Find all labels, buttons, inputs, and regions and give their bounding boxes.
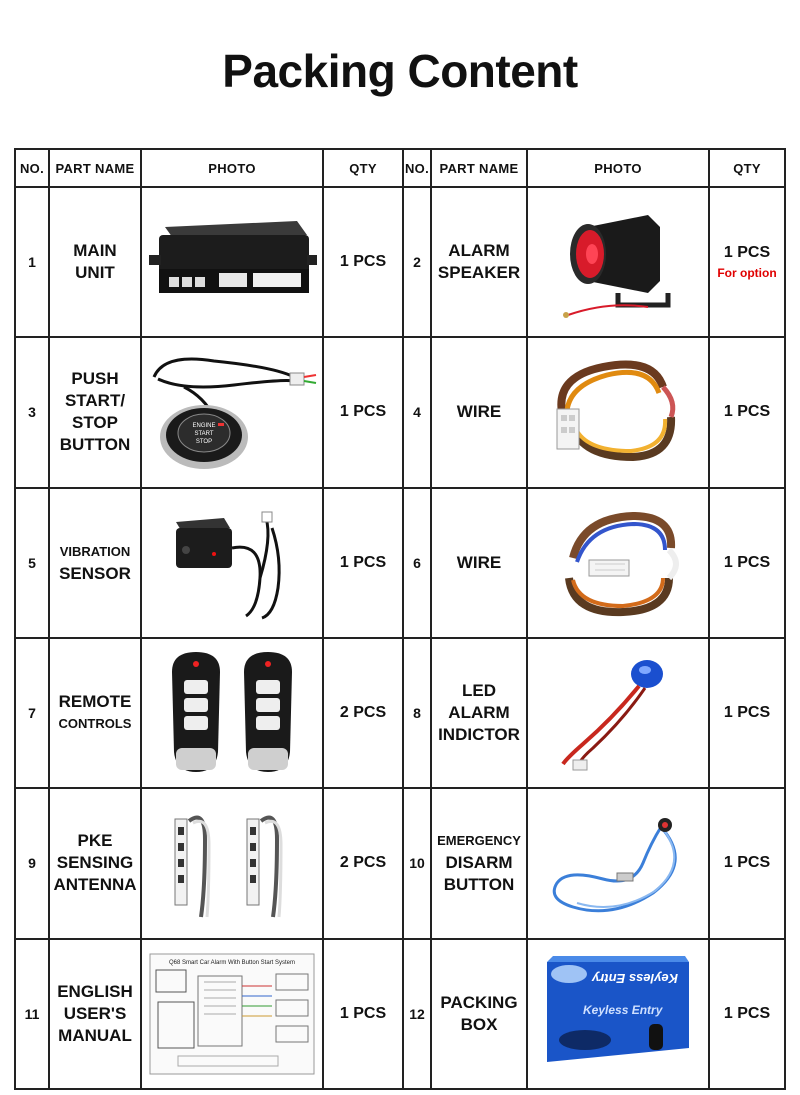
quantity: 1 PCS xyxy=(323,187,403,337)
header-no: NO. xyxy=(403,149,431,187)
photo-cell xyxy=(527,337,709,487)
page-title: Packing Content xyxy=(222,45,578,97)
table-row xyxy=(15,939,785,1089)
photo-cell xyxy=(141,788,323,938)
photo-cell xyxy=(141,638,323,788)
quantity-value: 1 PCS xyxy=(723,244,771,262)
quantity: 1 PCS xyxy=(709,939,785,1089)
photo-cell xyxy=(141,187,323,337)
item-number: 9 xyxy=(15,788,49,938)
part-name-line: BUTTON xyxy=(59,435,131,455)
control-box-icon xyxy=(147,207,317,317)
quantity: 1 PCS xyxy=(709,788,785,938)
quantity: 2 PCS xyxy=(323,788,403,938)
quantity: 2 PCS xyxy=(323,638,403,788)
led-indicator-icon xyxy=(543,648,693,778)
part-name xyxy=(431,788,527,938)
push-button-label: START xyxy=(194,431,214,438)
part-name-line: BUTTON xyxy=(443,875,515,895)
push-button-label: STOP xyxy=(195,439,213,446)
photo-cell xyxy=(141,337,323,487)
part-name-line: SPEAKER xyxy=(437,263,521,283)
table-row xyxy=(15,187,785,337)
part-name xyxy=(49,788,141,938)
antenna-icon xyxy=(157,803,307,923)
quantity: 1 PCS xyxy=(323,939,403,1089)
item-number: 1 xyxy=(15,187,49,337)
table-row xyxy=(15,488,785,638)
item-number: 6 xyxy=(403,488,431,638)
part-name-line: INDICTOR xyxy=(438,725,520,745)
part-name-line: VIBRATION xyxy=(59,543,131,559)
part-name-line: PUSH xyxy=(71,369,119,389)
photo-cell xyxy=(527,788,709,938)
item-number: 8 xyxy=(403,638,431,788)
header-qty: QTY xyxy=(323,149,403,187)
packing-table xyxy=(14,148,786,1090)
item-number: 12 xyxy=(403,939,431,1089)
header-photo: PHOTO xyxy=(527,149,709,187)
part-name xyxy=(49,638,141,788)
emergency-button-icon xyxy=(543,803,693,923)
part-name-line: LED xyxy=(462,681,496,701)
manual-heading: Q68 Smart Car Alarm With Button Start System xyxy=(168,959,296,966)
photo-cell xyxy=(527,187,709,337)
quantity: 1 PCS xyxy=(323,337,403,487)
quantity: 1 PCS xyxy=(709,488,785,638)
table-row xyxy=(15,638,785,788)
item-number: 10 xyxy=(403,788,431,938)
part-name-line: PACKING xyxy=(440,992,518,1012)
photo-cell xyxy=(527,488,709,638)
header-part-name: PART NAME xyxy=(49,149,141,187)
header-row xyxy=(15,149,785,187)
part-name-line: DISARM xyxy=(445,853,513,873)
wire-harness-icon xyxy=(543,498,693,628)
item-number: 7 xyxy=(15,638,49,788)
header-photo: PHOTO xyxy=(141,149,323,187)
header-qty: QTY xyxy=(709,149,785,187)
part-name xyxy=(49,939,141,1089)
quantity: 1 PCS xyxy=(323,488,403,638)
part-name-line: USER'S xyxy=(63,1003,127,1023)
part-name-line: WIRE xyxy=(456,552,502,572)
part-name-line: MAIN xyxy=(73,241,117,261)
part-name-line: UNIT xyxy=(75,263,115,283)
table-row xyxy=(15,337,785,487)
item-number: 4 xyxy=(403,337,431,487)
quantity: 1 PCS xyxy=(709,337,785,487)
part-name-line: STOP xyxy=(72,413,118,433)
header-no: NO. xyxy=(15,149,49,187)
part-name xyxy=(49,187,141,337)
part-name xyxy=(431,939,527,1089)
wire-harness-icon xyxy=(543,347,693,477)
part-name-line: ALARM xyxy=(448,703,510,723)
box-label: Keyless Entry xyxy=(583,1002,663,1017)
part-name-line: PKE xyxy=(77,831,113,851)
part-name xyxy=(431,488,527,638)
photo-cell xyxy=(141,939,323,1089)
item-number: 5 xyxy=(15,488,49,638)
quantity xyxy=(709,187,785,337)
box-icon xyxy=(539,952,697,1076)
part-name-line: ENGLISH xyxy=(57,981,133,1001)
box-label: Keyless Entry xyxy=(592,970,678,986)
quantity: 1 PCS xyxy=(709,638,785,788)
part-name-line: MANUAL xyxy=(58,1025,132,1045)
item-number: 2 xyxy=(403,187,431,337)
push-button-icon xyxy=(144,347,320,477)
part-name xyxy=(49,337,141,487)
part-name xyxy=(49,488,141,638)
part-name-line: START/ xyxy=(64,391,126,411)
photo-cell xyxy=(141,488,323,638)
part-name-line: SENSOR xyxy=(59,563,131,583)
item-number: 11 xyxy=(15,939,49,1089)
option-note: For option xyxy=(717,266,777,281)
part-name-line: ANTENNA xyxy=(53,875,137,895)
part-name-line: REMOTE xyxy=(58,692,132,712)
photo-cell xyxy=(527,939,709,1089)
part-name-line: CONTROLS xyxy=(58,716,132,732)
siren-speaker-icon xyxy=(548,197,688,327)
table-row xyxy=(15,788,785,938)
part-name xyxy=(431,337,527,487)
part-name xyxy=(431,638,527,788)
photo-cell xyxy=(527,638,709,788)
part-name-line: SENSING xyxy=(56,853,134,873)
part-name-line: EMERGENCY xyxy=(437,833,521,849)
part-name-line: BOX xyxy=(460,1014,498,1034)
header-part-name: PART NAME xyxy=(431,149,527,187)
push-button-label: ENGINE xyxy=(192,423,216,430)
part-name-line: WIRE xyxy=(456,402,502,422)
part-name xyxy=(431,187,527,337)
item-number: 3 xyxy=(15,337,49,487)
manual-icon xyxy=(148,952,316,1076)
key-fob-icon xyxy=(152,648,312,778)
part-name-line: ALARM xyxy=(448,241,510,261)
vibration-sensor-icon xyxy=(162,498,302,628)
